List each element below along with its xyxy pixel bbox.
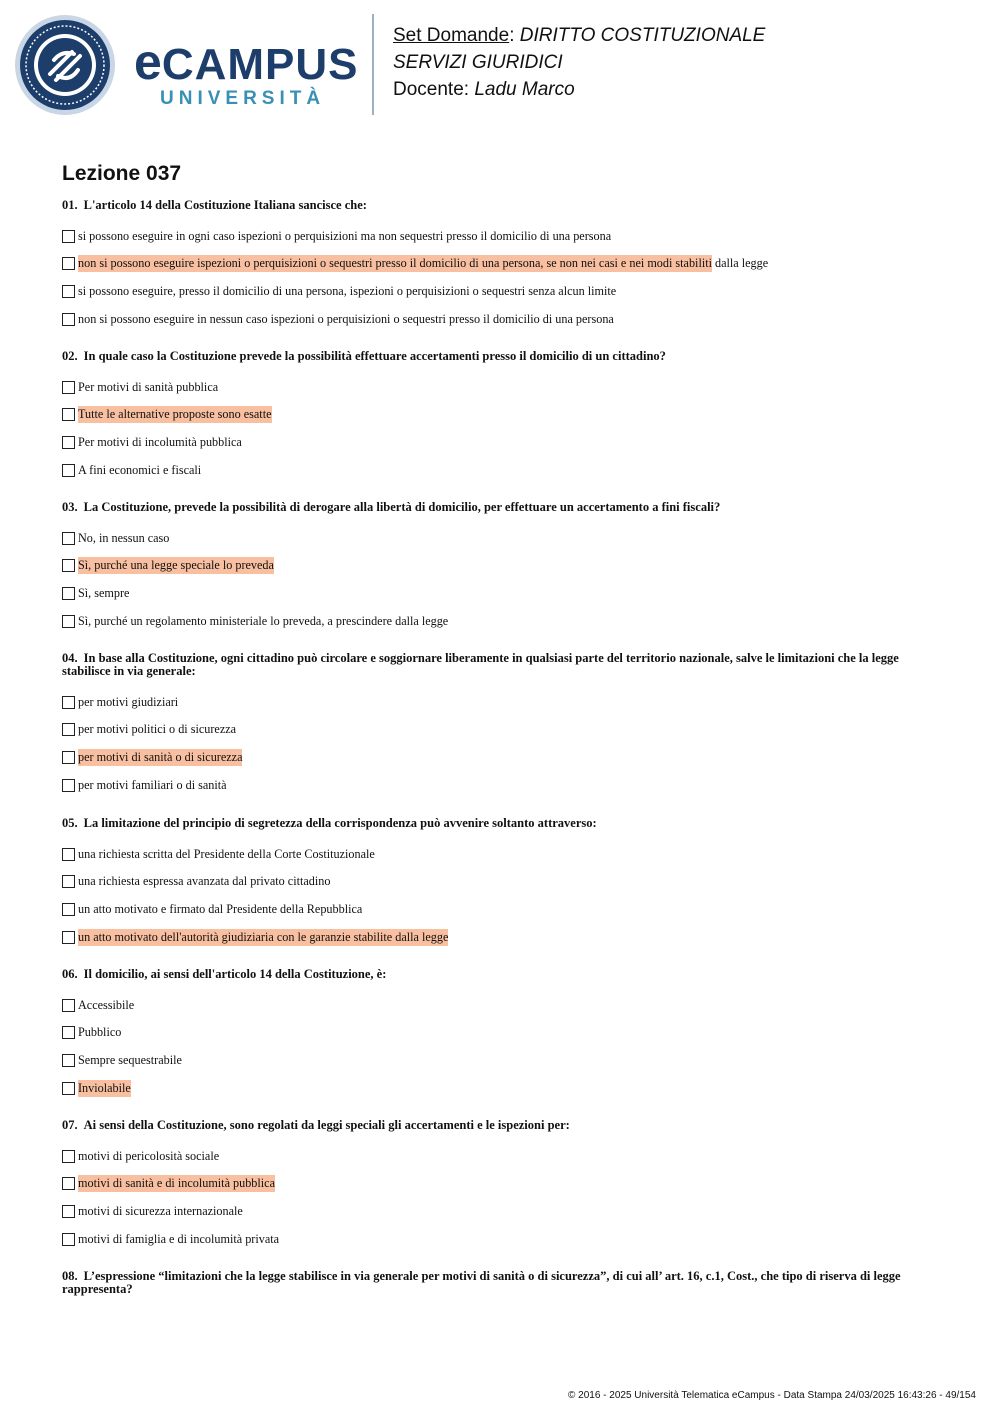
checkbox-icon[interactable]	[62, 723, 75, 736]
brand-logo-text: eCAMPUS	[134, 34, 359, 90]
option-text: Per motivi di incolumità pubblica	[78, 435, 242, 450]
option-text: motivi di sicurezza internazionale	[78, 1204, 243, 1219]
question-text: La limitazione del principio di segretezza della corrispondenza può avvenire soltanto attraverso:	[83, 816, 597, 830]
answer-option[interactable]	[62, 1176, 275, 1192]
header-info: Set Domande: DIRITTO COSTITUZIONALE SERVIZI GIURIDICI Docente: Ladu Marco	[393, 25, 766, 100]
brand-logo-subtitle: UNIVERSITÀ	[160, 88, 326, 109]
lesson-title: Lezione 037	[62, 162, 182, 185]
question-number: 07.	[62, 1118, 78, 1132]
answer-option[interactable]	[62, 228, 611, 244]
question-title	[62, 652, 932, 678]
checkbox-icon[interactable]	[62, 848, 75, 861]
question-title	[62, 1119, 932, 1132]
option-text: Per motivi di sanità pubblica	[78, 379, 219, 394]
answer-option[interactable]	[62, 311, 614, 327]
question-number: 02.	[62, 349, 78, 363]
checkbox-icon[interactable]	[62, 931, 75, 944]
subject-line-1: DIRITTO COSTITUZIONALE	[519, 25, 766, 46]
option-text: si possono eseguire, presso il domicilio di una persona, ispezioni o perquisizioni o sequestri senza alcun limite	[78, 284, 617, 299]
answer-option[interactable]	[62, 530, 169, 546]
correct-answer-highlight: non si possono eseguire ispezioni o perquisizioni o sequestri presso il domicilio di una persona, se non nei casi e nei modi stabiliti	[78, 256, 712, 271]
option-text: Sì, purché un regolamento ministeriale lo preveda, a prescindere dalla legge	[78, 613, 449, 628]
checkbox-icon[interactable]	[62, 1205, 75, 1218]
answer-option[interactable]	[62, 1025, 121, 1041]
set-label: Set Domande	[393, 25, 510, 46]
checkbox-icon[interactable]	[62, 285, 75, 298]
option-text: per motivi politici o di sicurezza	[78, 722, 237, 737]
subject-line-2: SERVIZI GIURIDICI	[393, 52, 563, 73]
answer-option[interactable]	[62, 1204, 243, 1220]
page-footer: © 2016 - 2025 Università Telematica eCampus - Data Stampa 24/03/2025 16:43:26 - 49/154	[568, 1390, 976, 1401]
checkbox-icon[interactable]	[62, 436, 75, 449]
question-text: L'articolo 14 della Costituzione Italiana sancisce che:	[83, 198, 367, 212]
correct-answer-highlight: Sì, purché una legge speciale lo preveda	[78, 558, 274, 573]
answer-option[interactable]	[62, 1148, 219, 1164]
answer-option[interactable]	[62, 462, 201, 478]
header-divider	[372, 14, 374, 115]
question-number: 04.	[62, 651, 78, 665]
correct-answer-highlight: Inviolabile	[78, 1080, 131, 1095]
question-number: 03.	[62, 500, 78, 514]
checkbox-icon[interactable]	[62, 1082, 75, 1095]
option-text: una richiesta espressa avanzata dal privato cittadino	[78, 874, 331, 889]
answer-option[interactable]	[62, 1053, 182, 1069]
answer-option[interactable]	[62, 902, 362, 918]
option-text: Sempre sequestrabile	[78, 1053, 182, 1068]
document-header	[0, 0, 1000, 130]
answer-option[interactable]	[62, 750, 242, 766]
option-text: Pubblico	[78, 1025, 122, 1040]
checkbox-icon[interactable]	[62, 559, 75, 572]
checkbox-icon[interactable]	[62, 1233, 75, 1246]
question-text: Ai sensi della Costituzione, sono regolati da leggi speciali gli accertamenti e le ispezioni per:	[83, 1118, 570, 1132]
checkbox-icon[interactable]	[62, 381, 75, 394]
checkbox-icon[interactable]	[62, 532, 75, 545]
option-text: Accessibile	[78, 997, 135, 1012]
checkbox-icon[interactable]	[62, 696, 75, 709]
checkbox-icon[interactable]	[62, 257, 75, 270]
teacher-name: Ladu Marco	[474, 79, 575, 100]
answer-option[interactable]	[62, 558, 274, 574]
question-text: In base alla Costituzione, ogni cittadino può circolare e soggiornare liberamente in qualsiasi parte del territorio nazionale, salve le limitazioni che la legge stabilisce in via generale:	[62, 651, 899, 678]
option-text: un atto motivato e firmato dal Presidente della Repubblica	[78, 902, 363, 917]
answer-option[interactable]	[62, 929, 448, 945]
question-text: L’espressione “limitazioni che la legge stabilisce in via generale per motivi di sanità o di sicurezza”, di cui all’ art. 16, c.1, Cost., che tipo di riserva di legge rappresenta?	[62, 1269, 901, 1296]
option-text: motivi di pericolosità sociale	[78, 1148, 220, 1163]
checkbox-icon[interactable]	[62, 408, 75, 421]
answer-option[interactable]	[62, 997, 134, 1013]
checkbox-icon[interactable]	[62, 464, 75, 477]
checkbox-icon[interactable]	[62, 313, 75, 326]
question-number: 06.	[62, 967, 78, 981]
question-title	[62, 1270, 932, 1296]
answer-option[interactable]	[62, 1080, 131, 1096]
checkbox-icon[interactable]	[62, 999, 75, 1012]
question-title	[62, 501, 932, 514]
answer-option[interactable]	[62, 613, 448, 629]
checkbox-icon[interactable]	[62, 230, 75, 243]
question-text: La Costituzione, prevede la possibilità di derogare alla libertà di domicilio, per effettuare un accertamento a fini fiscali?	[83, 500, 721, 514]
answer-option[interactable]	[62, 874, 330, 890]
question-text: Il domicilio, ai sensi dell'articolo 14 della Costituzione, è:	[83, 967, 387, 981]
answer-option[interactable]	[62, 586, 129, 602]
question-number: 05.	[62, 816, 78, 830]
option-text: per motivi giudiziari	[78, 694, 179, 709]
option-text: Sì, sempre	[78, 586, 130, 601]
checkbox-icon[interactable]	[62, 1150, 75, 1163]
checkbox-icon[interactable]	[62, 751, 75, 764]
checkbox-icon[interactable]	[62, 615, 75, 628]
answer-option[interactable]	[62, 379, 218, 395]
question-title	[62, 968, 932, 981]
option-text: motivi di famiglia e di incolumità privata	[78, 1231, 280, 1246]
question-title	[62, 350, 932, 363]
option-text: No, in nessun caso	[78, 530, 170, 545]
answer-option[interactable]	[62, 722, 236, 738]
option-text: si possono eseguire in ogni caso ispezioni o perquisizioni ma non sequestri presso il domicilio di una persona	[78, 228, 612, 243]
option-text: non si possono eseguire in nessun caso ispezioni o perquisizioni o sequestri presso il domicilio di una persona	[78, 311, 614, 326]
answer-option[interactable]	[62, 694, 178, 710]
checkbox-icon[interactable]	[62, 779, 75, 792]
answer-option[interactable]	[62, 435, 242, 451]
checkbox-icon[interactable]	[62, 1026, 75, 1039]
correct-answer-highlight: motivi di sanità e di incolumità pubblica	[78, 1176, 275, 1191]
checkbox-icon[interactable]	[62, 1177, 75, 1190]
correct-answer-highlight: un atto motivato dell'autorità giudiziaria con le garanzie stabilite dalla legge	[78, 929, 449, 944]
checkbox-icon[interactable]	[62, 875, 75, 888]
option-text-tail: dalla legge	[711, 256, 769, 271]
option-text: A fini economici e fiscali	[78, 462, 202, 477]
answer-option[interactable]	[62, 284, 616, 300]
question-title	[62, 817, 932, 830]
question-number: 01.	[62, 198, 78, 212]
correct-answer-highlight: Tutte le alternative proposte sono esatte	[78, 407, 272, 422]
answer-option[interactable]	[62, 407, 272, 423]
university-seal-icon	[14, 14, 116, 116]
question-text: In quale caso la Costituzione prevede la possibilità effettuare accertamenti presso il domicilio di un cittadino?	[83, 349, 666, 363]
answer-option[interactable]	[62, 256, 768, 272]
answer-option[interactable]	[62, 1231, 279, 1247]
question-number: 08.	[62, 1269, 78, 1283]
option-text: una richiesta scritta del Presidente della Corte Costituzionale	[78, 846, 375, 861]
question-title	[62, 199, 932, 212]
option-text: per motivi familiari o di sanità	[78, 777, 227, 792]
correct-answer-highlight: per motivi di sanità o di sicurezza	[78, 750, 243, 765]
teacher-label: Docente:	[393, 79, 470, 100]
checkbox-icon[interactable]	[62, 587, 75, 600]
checkbox-icon[interactable]	[62, 1054, 75, 1067]
checkbox-icon[interactable]	[62, 903, 75, 916]
answer-option[interactable]	[62, 777, 227, 793]
answer-option[interactable]	[62, 846, 375, 862]
